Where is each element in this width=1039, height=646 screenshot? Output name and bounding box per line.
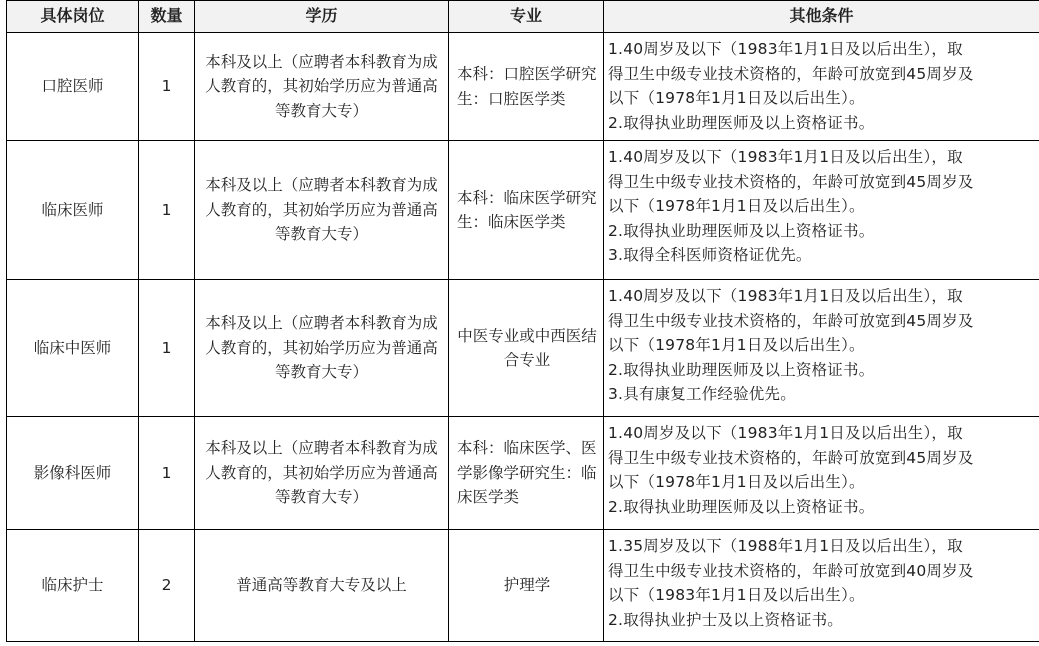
condition-line: 得卫生中级专业技术资格的，年龄可放宽到45周岁及	[608, 311, 974, 330]
count-cell: 2	[139, 530, 195, 642]
condition-line: 2.取得执业护士及以上资格证书。	[608, 610, 843, 629]
position-cell: 临床医师	[7, 141, 139, 280]
major-cell: 中医专业或中西医结合专业	[449, 280, 604, 417]
count-cell: 1	[139, 33, 195, 141]
condition-line: 得卫生中级专业技术资格的，年龄可放宽到45周岁及	[608, 172, 974, 191]
position-cell: 影像科医师	[7, 417, 139, 530]
conditions-cell	[604, 530, 1039, 642]
table-row	[7, 141, 1039, 280]
education-cell: 本科及以上（应聘者本科教育为成人教育的，其初始学历应为普通高等教育大专）	[195, 417, 449, 530]
condition-line: 2.取得执业助理医师及以上资格证书。	[608, 113, 875, 132]
conditions-cell	[604, 33, 1039, 141]
header-count: 数量	[139, 1, 195, 33]
count-cell: 1	[139, 280, 195, 417]
condition-line: 以下（1978年1月1日及以后出生）。	[608, 336, 865, 354]
condition-line: 得卫生中级专业技术资格的，年龄可放宽到45周岁及	[608, 64, 974, 83]
major-cell: 护理学	[449, 530, 604, 642]
condition-line: 2.取得执业助理医师及以上资格证书。	[608, 497, 875, 516]
condition-line: 3.具有康复工作经验优先。	[608, 385, 796, 403]
table-row	[7, 280, 1039, 417]
conditions-cell	[604, 141, 1039, 280]
count-cell: 1	[139, 141, 195, 280]
education-cell: 本科及以上（应聘者本科教育为成人教育的，其初始学历应为普通高等教育大专）	[195, 33, 449, 141]
position-cell: 临床护士	[7, 530, 139, 642]
condition-line: 得卫生中级专业技术资格的，年龄可放宽到40周岁及	[608, 561, 974, 580]
condition-line: 1.40周岁及以下（1983年1月1日及以后出生），取	[608, 424, 963, 442]
header-conditions: 其他条件	[604, 1, 1039, 33]
header-row	[7, 1, 1039, 33]
condition-line: 得卫生中级专业技术资格的，年龄可放宽到45周岁及	[608, 448, 974, 467]
header-major: 专业	[449, 1, 604, 33]
education-cell: 普通高等教育大专及以上	[195, 530, 449, 642]
header-education: 学历	[195, 1, 449, 33]
condition-line: 以下（1978年1月1日及以后出生）。	[608, 473, 865, 491]
header-position: 具体岗位	[7, 1, 139, 33]
major-cell: 本科：口腔医学研究生：口腔医学类	[449, 33, 604, 141]
condition-line: 2.取得执业助理医师及以上资格证书。	[608, 221, 875, 240]
count-cell: 1	[139, 417, 195, 530]
major-cell: 本科：临床医学研究生：临床医学类	[449, 141, 604, 280]
recruitment-table	[6, 0, 1039, 642]
condition-line: 以下（1983年1月1日及以后出生）。	[608, 586, 865, 604]
table-row	[7, 530, 1039, 642]
major-cell: 本科：临床医学、医学影像学研究生：临床医学类	[449, 417, 604, 530]
condition-line: 1.40周岁及以下（1983年1月1日及以后出生），取	[608, 287, 963, 305]
conditions-cell	[604, 280, 1039, 417]
position-cell: 临床中医师	[7, 280, 139, 417]
conditions-cell	[604, 417, 1039, 530]
condition-line: 3.取得全科医师资格证优先。	[608, 246, 812, 264]
table-row	[7, 417, 1039, 530]
education-cell: 本科及以上（应聘者本科教育为成人教育的，其初始学历应为普通高等教育大专）	[195, 141, 449, 280]
education-cell: 本科及以上（应聘者本科教育为成人教育的，其初始学历应为普通高等教育大专）	[195, 280, 449, 417]
condition-line: 1.35周岁及以下（1988年1月1日及以后出生），取	[608, 537, 963, 555]
position-cell: 口腔医师	[7, 33, 139, 141]
condition-line: 1.40周岁及以下（1983年1月1日及以后出生），取	[608, 40, 963, 58]
condition-line: 1.40周岁及以下（1983年1月1日及以后出生），取	[608, 148, 963, 166]
condition-line: 以下（1978年1月1日及以后出生）。	[608, 89, 865, 107]
condition-line: 以下（1978年1月1日及以后出生）。	[608, 197, 865, 215]
table-row	[7, 33, 1039, 141]
condition-line: 2.取得执业助理医师及以上资格证书。	[608, 360, 875, 379]
